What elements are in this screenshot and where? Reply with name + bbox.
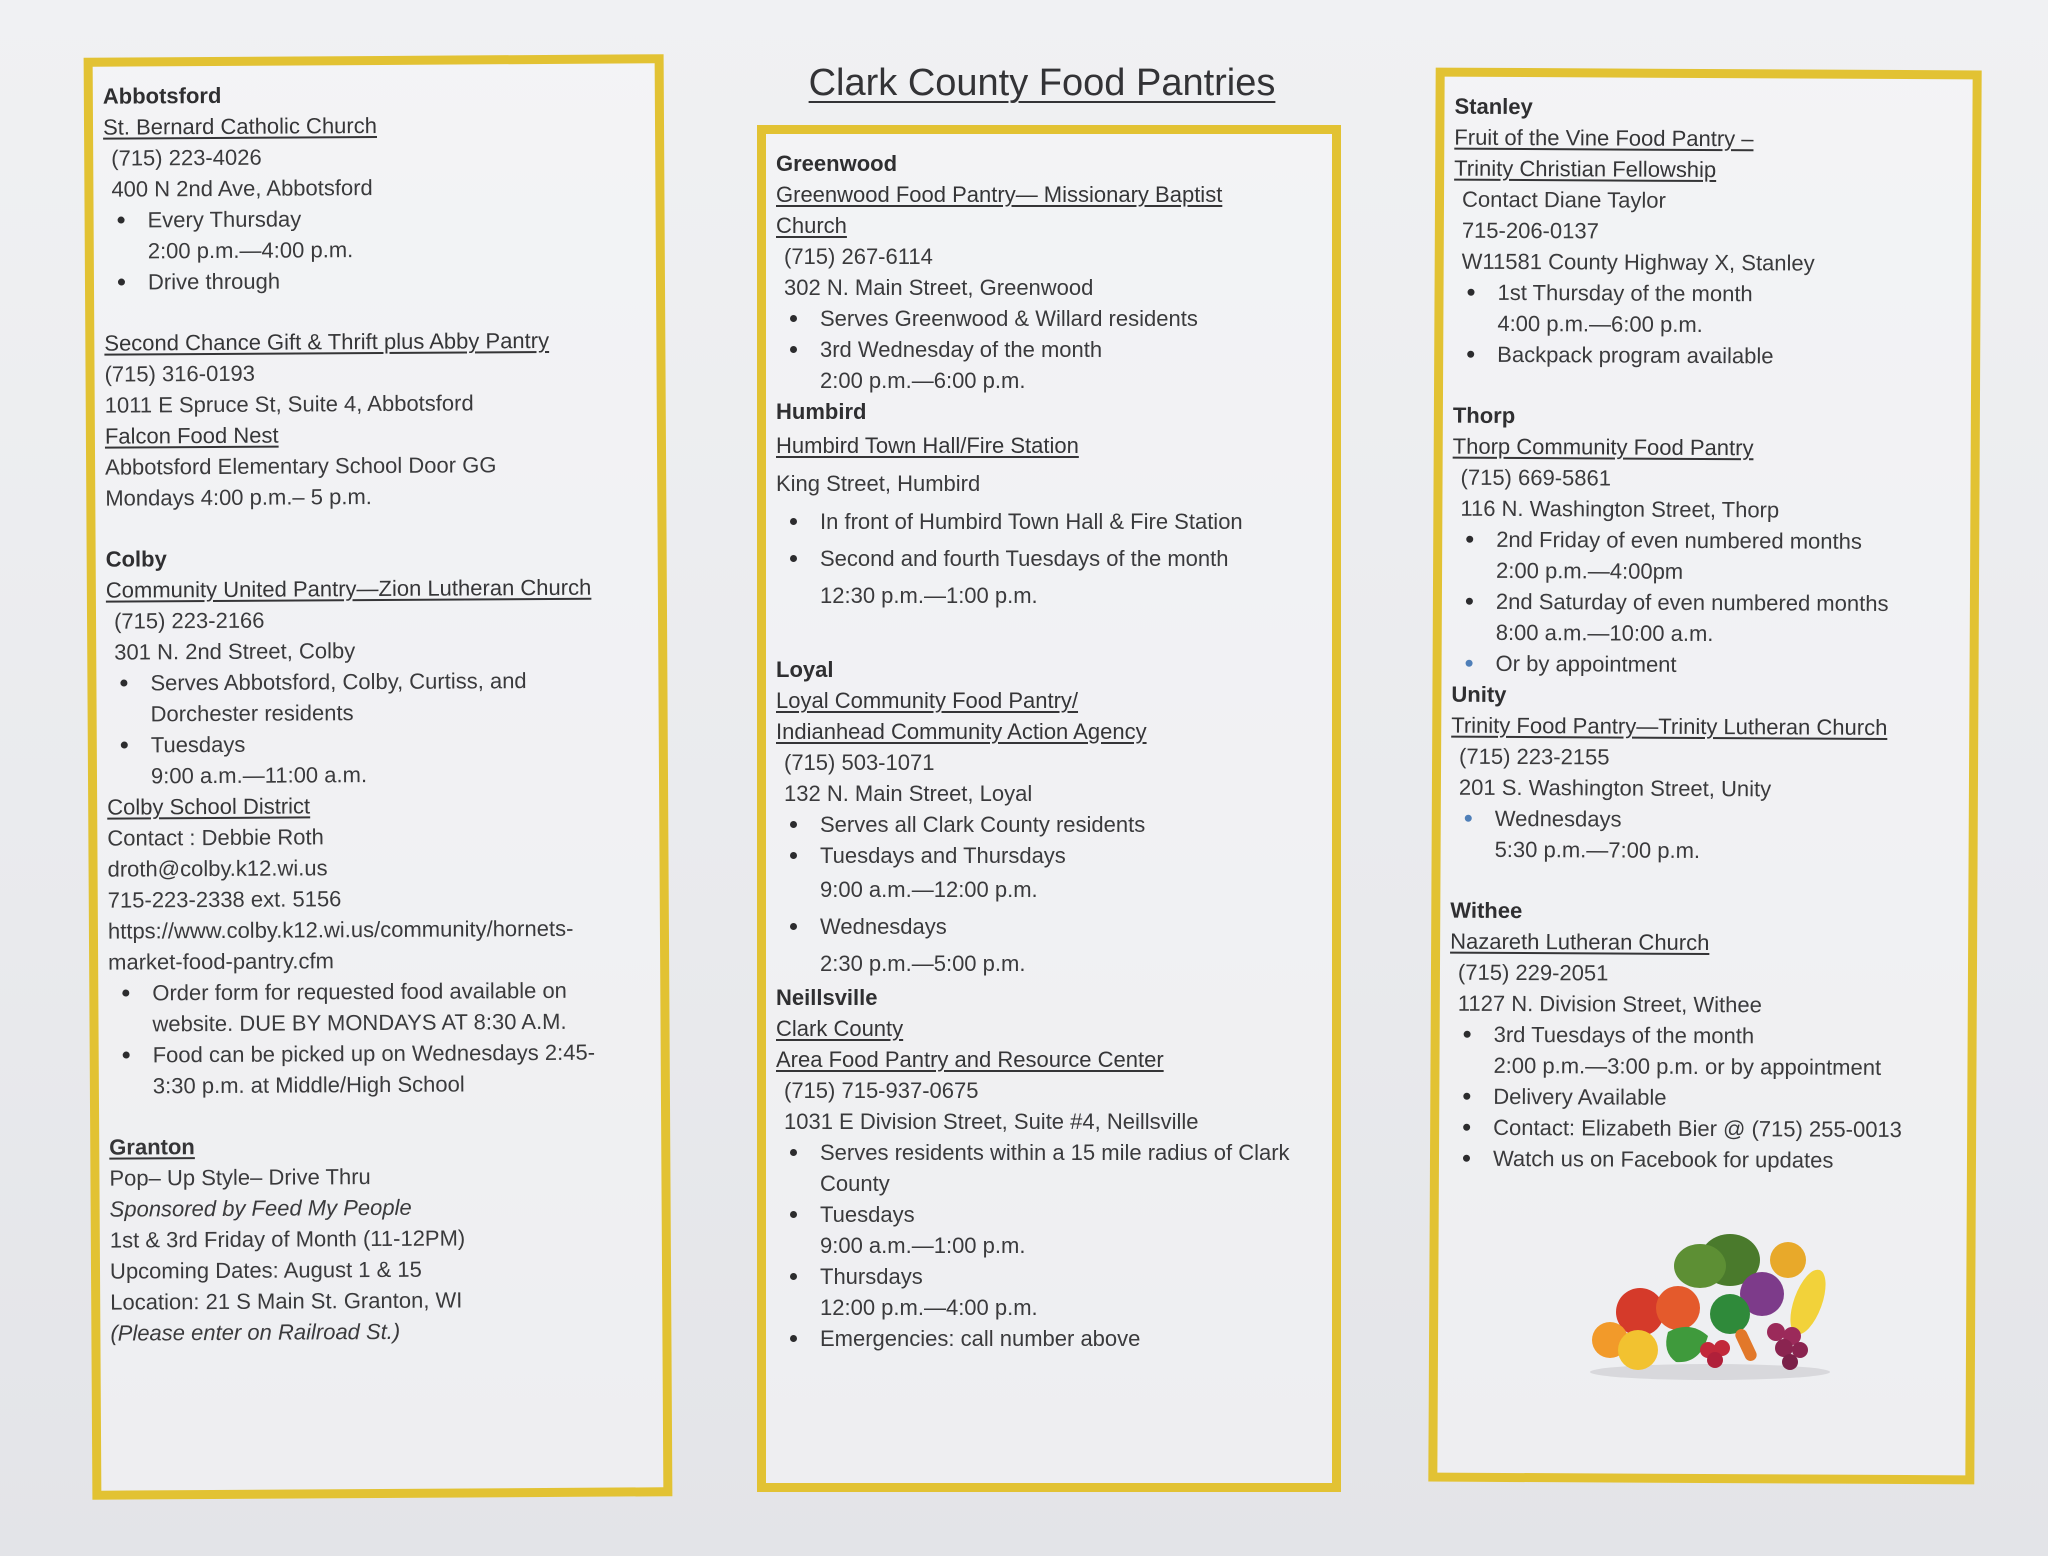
pantry-name-trinity: Trinity Food Pantry—Trinity Lutheran Church — [1451, 712, 1888, 740]
town-heading-stanley: Stanley — [1454, 93, 1533, 120]
schedule-time: 12:00 p.m.—4:00 p.m. — [820, 1295, 1038, 1320]
pantry-email: droth@colby.k12.wi.us — [107, 855, 328, 882]
bullet-item: Wednesdays — [1451, 803, 1969, 837]
bullet-dot-icon — [123, 1052, 130, 1059]
pantry-address: 132 N. Main Street, Loyal — [784, 781, 1033, 806]
pantry-name-colby-school-district: Colby School District — [107, 793, 311, 820]
bullet-item: Tuesdays and Thursdays — [776, 840, 1332, 871]
schedule-time: 9:00 a.m.—12:00 p.m. — [820, 877, 1038, 902]
granton-dates: Upcoming Dates: August 1 & 15 — [109, 1256, 422, 1284]
pantry-name-st-bernard: St. Bernard Catholic Church — [102, 112, 378, 140]
pantry-name-thorp-community: Thorp Community Food Pantry — [1452, 433, 1754, 461]
bullet-dot-icon — [1466, 598, 1473, 605]
pantry-address: W11581 County Highway X, Stanley — [1461, 248, 1815, 276]
bullet-item: Wednesdays — [776, 908, 1332, 945]
pantry-name-clark-county-cont: Area Food Pantry and Resource Center — [776, 1047, 1164, 1072]
bullet-item: Or by appointment — [1452, 648, 1970, 682]
pantry-address: 201 S. Washington Street, Unity — [1458, 774, 1772, 802]
granton-location: Location: 21 S Main St. Granton, WI — [110, 1287, 463, 1315]
bullet-dot-icon — [790, 1273, 797, 1280]
pantry-name-second-chance: Second Chance Gift & Thrift plus Abby Pantry — [104, 327, 550, 356]
bullet-dot-icon — [120, 680, 127, 687]
town-heading-humbird: Humbird — [776, 399, 867, 424]
bullet-dot-icon — [1463, 1124, 1470, 1131]
bullet-item: In front of Humbird Town Hall & Fire Station — [776, 503, 1332, 540]
granton-sponsor: Sponsored by Feed My People — [109, 1194, 412, 1222]
pantry-phone: (715) 267-6114 — [784, 244, 933, 269]
pantry-phone: (715) 503-1071 — [784, 750, 935, 775]
town-heading-loyal: Loyal — [776, 657, 834, 682]
pantry-name-greenwood: Greenwood Food Pantry— Missionary Baptist — [776, 182, 1223, 207]
schedule-time: 2:00 p.m.—6:00 p.m. — [820, 368, 1026, 393]
bullet-dot-icon — [790, 346, 797, 353]
bullet-continuation: website. DUE BY MONDAYS AT 8:30 A.M. — [152, 1008, 567, 1037]
bullet-dot-icon — [1464, 1031, 1471, 1038]
pantry-name-fruit-of-the-vine: Fruit of the Vine Food Pantry – — [1454, 124, 1754, 152]
schedule-time: 2:00 p.m.—3:00 p.m. or by appointment — [1493, 1052, 1882, 1080]
pantry-hours: Mondays 4:00 p.m.– 5 p.m. — [105, 484, 372, 511]
bullet-continuation: 3:30 p.m. at Middle/High School — [152, 1071, 465, 1099]
bullet-item: Tuesdays — [107, 726, 659, 760]
pantry-location: Abbotsford Elementary School Door GG — [105, 452, 497, 480]
pantry-name-clark-county: Clark County — [776, 1016, 904, 1041]
pantry-name-community-united: Community United Pantry—Zion Lutheran Church — [105, 574, 592, 603]
bullet-dot-icon — [1463, 1093, 1470, 1100]
pantry-address: 1031 E Division Street, Suite #4, Neillsville — [784, 1109, 1199, 1134]
pantry-phone: (715) 223-4026 — [111, 144, 262, 171]
pantry-contact: Contact : Debbie Roth — [107, 824, 324, 851]
granton-note: (Please enter on Railroad St.) — [110, 1318, 401, 1346]
page-title: Clark County Food Pantries — [808, 62, 1276, 104]
pantry-phone: 715-206-0137 — [1461, 217, 1599, 244]
pantry-address: King Street, Humbird — [776, 471, 981, 496]
schedule-time: 5:30 p.m.—7:00 p.m. — [1494, 836, 1701, 863]
schedule-time: 8:00 a.m.—10:00 a.m. — [1495, 619, 1714, 647]
bullet-dot-icon — [790, 852, 797, 859]
panel-left — [84, 54, 673, 1500]
bullet-dot-icon — [790, 1149, 797, 1156]
pantry-address: 1127 N. Division Street, Withee — [1457, 990, 1762, 1018]
town-heading-neillsville: Neillsville — [776, 985, 878, 1010]
town-heading-greenwood: Greenwood — [776, 151, 898, 176]
bullet-dot-icon — [790, 555, 797, 562]
bullet-dot-icon — [118, 279, 125, 286]
town-heading-withee: Withee — [1450, 897, 1523, 924]
pantry-name-falcon-food-nest: Falcon Food Nest — [104, 422, 279, 449]
bullet-dot-icon — [790, 923, 797, 930]
schedule-time: 4:00 p.m.—6:00 p.m. — [1497, 310, 1703, 337]
bullet-dot-icon — [118, 217, 125, 224]
bullet-item: Tuesdays — [776, 1199, 1332, 1230]
schedule-time: 9:00 a.m.—11:00 a.m. — [150, 762, 368, 789]
town-heading-thorp: Thorp — [1452, 402, 1516, 429]
granton-schedule: 1st & 3rd Friday of Month (11-12PM) — [109, 1225, 466, 1253]
bullet-dot-icon — [1465, 815, 1472, 822]
fruit-vegetable-cluster-icon — [1580, 1232, 1840, 1382]
bullet-item: Second and fourth Tuesdays of the month — [776, 540, 1332, 577]
bullet-dot-icon — [1468, 289, 1475, 296]
bullet-dot-icon — [1466, 660, 1473, 667]
bullet-item: 1st Thursday of the month — [1453, 277, 1971, 311]
bullet-item: Serves Abbotsford, Colby, Curtiss, and — [106, 664, 658, 698]
bullet-dot-icon — [790, 1335, 797, 1342]
panel-middle — [757, 125, 1341, 1492]
bullet-continuation: Dorchester residents — [150, 700, 354, 727]
bullet-item: Backpack program available — [1453, 339, 1971, 373]
bullet-item: Serves Greenwood & Willard residents — [776, 303, 1332, 334]
bullet-item: Serves all Clark County residents — [776, 809, 1332, 840]
pantry-phone: (715) 223-2155 — [1459, 743, 1610, 770]
bullet-item: Every Thursday — [103, 201, 655, 235]
bullet-item: Food can be picked up on Wednesdays 2:45- — [109, 1036, 661, 1070]
pantry-address: 1011 E Spruce St, Suite 4, Abbotsford — [104, 390, 474, 418]
bullet-item: Order form for requested food available on — [108, 974, 660, 1008]
bullet-dot-icon — [790, 1211, 797, 1218]
pantry-phone: (715) 223-2166 — [113, 607, 265, 634]
schedule-time: 2:30 p.m.—5:00 p.m. — [820, 951, 1026, 976]
pantry-url: https://www.colby.k12.wi.us/community/hornets- — [107, 915, 574, 944]
pantry-phone: 715-223-2338 ext. 5156 — [107, 886, 342, 913]
pantry-url-cont: market-food-pantry.cfm — [108, 948, 334, 975]
schedule-time: 12:30 p.m.—1:00 p.m. — [820, 583, 1038, 608]
town-heading-abbotsford: Abbotsford — [102, 82, 222, 109]
bullet-dot-icon — [790, 821, 797, 828]
bullet-continuation: County — [820, 1171, 890, 1196]
bullet-item: Contact: Elizabeth Bier @ (715) 255-0013 — [1449, 1112, 1967, 1146]
bullet-item: 2nd Friday of even numbered months — [1452, 524, 1970, 558]
pantry-phone: (715) 669-5861 — [1460, 464, 1612, 491]
bullet-item: 3rd Wednesday of the month — [776, 334, 1332, 365]
pantry-phone: (715) 229-2051 — [1457, 959, 1609, 986]
bullet-dot-icon — [1466, 536, 1473, 543]
schedule-time: 2:00 p.m.—4:00pm — [1496, 557, 1684, 584]
pantry-name-greenwood-cont: Church — [776, 213, 847, 238]
schedule-time: 2:00 p.m.—4:00 p.m. — [147, 237, 354, 264]
bullet-dot-icon — [790, 315, 797, 322]
pantry-phone: (715) 715-937-0675 — [784, 1078, 979, 1103]
town-heading-unity: Unity — [1451, 681, 1507, 707]
bullet-dot-icon — [121, 742, 128, 749]
pantry-address: 301 N. 2nd Street, Colby — [114, 638, 356, 665]
schedule-time: 9:00 a.m.—1:00 p.m. — [820, 1233, 1026, 1258]
pantry-address: 400 N 2nd Ave, Abbotsford — [111, 175, 373, 202]
bullet-item: Thursdays — [776, 1261, 1332, 1292]
pantry-name-humbird: Humbird Town Hall/Fire Station — [776, 433, 1079, 458]
bullet-item: 2nd Saturday of even numbered months — [1452, 586, 1970, 620]
bullet-item: Drive through — [104, 263, 656, 297]
bullet-dot-icon — [790, 518, 797, 525]
town-heading-granton: Granton — [109, 1134, 195, 1160]
pantry-name-fruit-of-the-vine-cont: Trinity Christian Fellowship — [1454, 155, 1717, 183]
bullet-dot-icon — [122, 990, 129, 997]
bullet-item: 3rd Tuesdays of the month — [1450, 1019, 1968, 1053]
bullet-dot-icon — [1467, 351, 1474, 358]
pantry-name-nazareth: Nazareth Lutheran Church — [1450, 928, 1710, 956]
bullet-item: Delivery Available — [1449, 1081, 1967, 1115]
pantry-name-loyal: Loyal Community Food Pantry/ — [776, 688, 1079, 713]
pantry-phone: (715) 316-0193 — [104, 360, 256, 387]
bullet-item: Watch us on Facebook for updates — [1449, 1143, 1967, 1177]
pantry-address: 116 N. Washington Street, Thorp — [1460, 495, 1780, 523]
pantry-name-loyal-cont: Indianhead Community Action Agency — [776, 719, 1147, 744]
bullet-item: Emergencies: call number above — [776, 1323, 1332, 1354]
bullet-item: Serves residents within a 15 mile radius of Clark — [776, 1137, 1332, 1168]
granton-style: Pop– Up Style– Drive Thru — [109, 1164, 371, 1191]
bullet-dot-icon — [1463, 1155, 1470, 1162]
pantry-address: 302 N. Main Street, Greenwood — [784, 275, 1094, 300]
town-heading-colby: Colby — [105, 546, 167, 572]
pantry-contact: Contact Diane Taylor — [1461, 186, 1666, 213]
